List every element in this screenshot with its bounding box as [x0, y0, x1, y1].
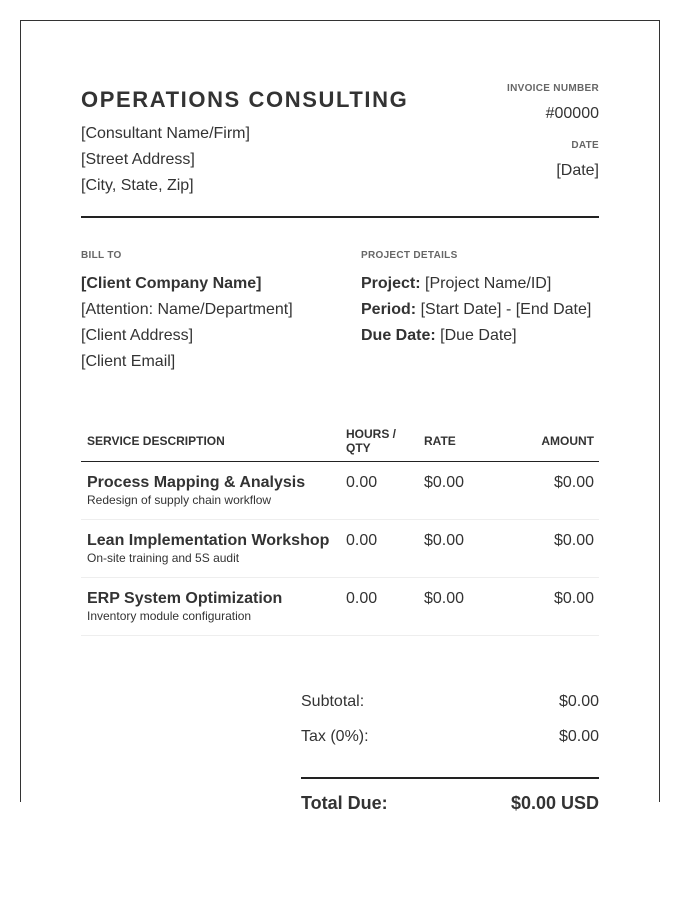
header-qty-line2: QTY — [346, 441, 371, 455]
table-row — [81, 520, 599, 578]
header-amount: AMOUNT — [541, 434, 594, 448]
invoice-page — [20, 20, 660, 813]
tax-label: Tax (0%): — [301, 728, 369, 745]
project-line — [361, 271, 641, 297]
address-line: [Consultant Name/Firm] — [81, 125, 250, 142]
service-qty: 0.00 — [346, 474, 378, 491]
tax-value: $0.00 — [558, 728, 599, 745]
table-row — [81, 462, 599, 520]
address-line: [Street Address] — [81, 151, 195, 168]
totals-section — [301, 693, 599, 813]
subtotal-row — [301, 693, 599, 728]
service-rate: $0.00 — [424, 590, 465, 607]
header-qty — [346, 421, 416, 461]
consultant-address — [81, 121, 250, 199]
service-rate: $0.00 — [424, 532, 465, 549]
service-qty: 0.00 — [346, 532, 378, 549]
total-due-label: Total Due: — [301, 793, 388, 813]
service-title: Lean Implementation Workshop — [87, 532, 330, 549]
due-date-value: [Due Date] — [440, 327, 517, 344]
due-date-label: Due Date: — [361, 327, 436, 344]
service-description — [87, 590, 337, 623]
service-description — [87, 532, 337, 565]
due-date-line — [361, 323, 641, 349]
totals-divider — [301, 777, 599, 779]
header-divider — [81, 216, 599, 218]
invoice-number-label: INVOICE NUMBER — [507, 83, 599, 94]
service-amount: $0.00 — [553, 590, 594, 607]
period-line — [361, 297, 641, 323]
client-attention: [Attention: Name/Department] — [81, 301, 293, 318]
service-subtitle: Redesign of supply chain workflow — [87, 493, 272, 507]
date-label: DATE — [571, 140, 599, 151]
total-due-value: $0.00 USD — [510, 793, 599, 813]
period-value: [Start Date] - [End Date] — [420, 301, 592, 318]
project-label: Project: — [361, 275, 421, 292]
service-amount: $0.00 — [553, 474, 594, 491]
client-email: [Client Email] — [81, 353, 176, 370]
service-title: ERP System Optimization — [87, 590, 283, 607]
service-subtitle: On-site training and 5S audit — [87, 551, 240, 565]
bill-to-section — [81, 250, 361, 375]
header-qty-line1: HOURS / — [346, 427, 397, 441]
service-title: Process Mapping & Analysis — [87, 474, 306, 491]
table-row — [81, 578, 599, 636]
subtotal-value: $0.00 — [558, 693, 599, 710]
header-rate: RATE — [424, 434, 456, 448]
service-subtitle: Inventory module configuration — [87, 609, 252, 623]
period-label: Period: — [361, 301, 417, 318]
client-address: [Client Address] — [81, 327, 194, 344]
service-amount: $0.00 — [553, 532, 594, 549]
company-name: OPERATIONS CONSULTING — [81, 87, 409, 112]
project-details-label: PROJECT DETAILS — [361, 250, 458, 261]
service-description — [87, 474, 337, 507]
header-description: SERVICE DESCRIPTION — [87, 434, 225, 448]
project-details-section — [361, 250, 641, 349]
client-company: [Client Company Name] — [81, 275, 262, 292]
table-header — [81, 421, 599, 462]
invoice-date: [Date] — [556, 162, 599, 179]
subtotal-label: Subtotal: — [301, 693, 365, 710]
tax-row — [301, 728, 599, 763]
project-value: [Project Name/ID] — [425, 275, 552, 292]
invoice-number: #00000 — [545, 105, 599, 122]
bill-to-label: BILL TO — [81, 250, 122, 261]
service-qty: 0.00 — [346, 590, 378, 607]
service-rate: $0.00 — [424, 474, 465, 491]
services-table — [81, 421, 599, 636]
address-line: [City, State, Zip] — [81, 177, 194, 194]
invoice-meta — [507, 83, 599, 182]
